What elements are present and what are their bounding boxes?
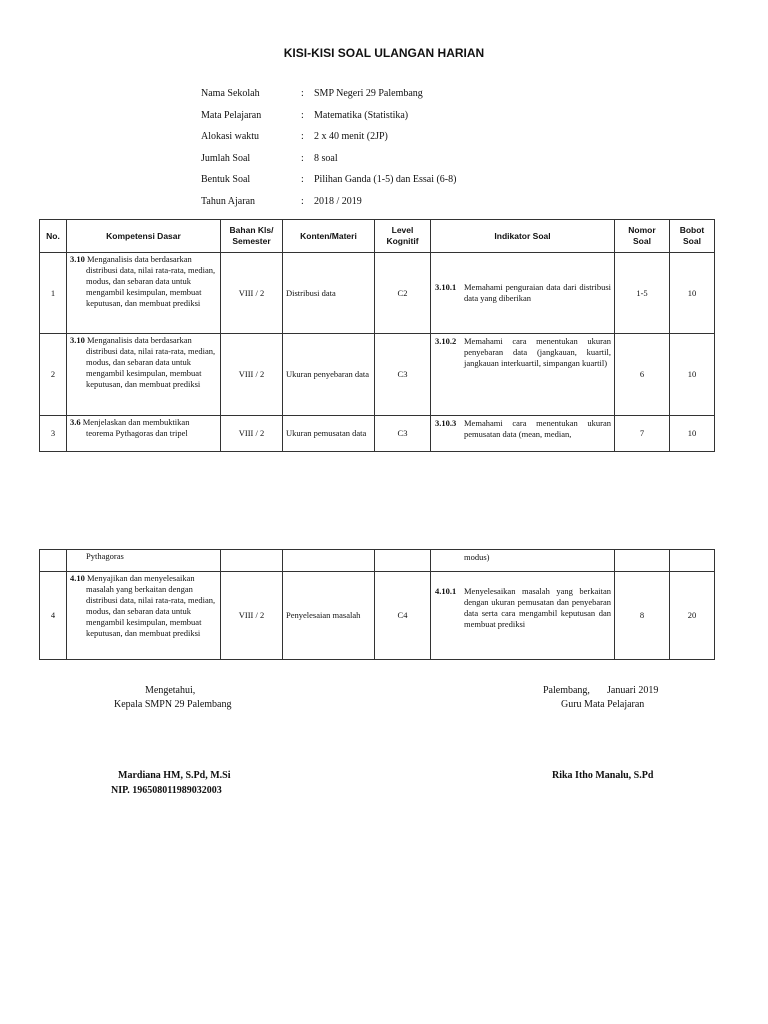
info-row-tahun-ajaran xyxy=(201,196,456,218)
footer-mengetahui: Mengetahui, xyxy=(145,685,196,696)
info-value: 8 soal xyxy=(314,152,338,164)
cell-no xyxy=(40,550,67,572)
footer-kepala-name: Mardiana HM, S.Pd, M.Si xyxy=(118,770,231,781)
info-value: Matematika (Statistika) xyxy=(314,109,409,121)
footer-kepala-sekolah: Kepala SMPN 29 Palembang xyxy=(114,699,232,710)
cell-materi: Distribusi data xyxy=(283,253,375,334)
info-colon: : xyxy=(301,152,304,164)
cell-indikator: modus) xyxy=(431,550,615,572)
info-label: Jumlah Soal xyxy=(201,152,251,164)
header-level-line2: Kognitif xyxy=(386,236,419,246)
cell-indikator xyxy=(431,416,615,452)
header-bobot xyxy=(670,220,715,253)
header-bahan-line1: Bahan Kls/ xyxy=(229,225,274,235)
cell-indikator xyxy=(431,572,615,660)
info-label: Alokasi waktu xyxy=(201,131,260,142)
indikator-text: Memahami cara menentukan ukuran penyebaran data (jangkauan, kuartil, jangkauan interkuartil, simpangan kuartil) xyxy=(464,336,611,368)
indikator-code: 4.10.1 xyxy=(435,586,457,596)
cell-kompetensi-dasar xyxy=(67,416,221,452)
header-level-line1: Level xyxy=(391,225,414,235)
kisi-table-continued xyxy=(39,549,715,660)
header-kompetensi-dasar: Kompetensi Dasar xyxy=(67,220,221,253)
cell-level: C3 xyxy=(375,416,431,452)
header-no: No. xyxy=(40,220,67,253)
footer-place: Palembang, xyxy=(543,685,590,696)
info-row-bentuk-soal xyxy=(201,174,456,196)
info-colon: : xyxy=(301,109,304,121)
info-label: Bentuk Soal xyxy=(201,174,251,185)
indikator-code: 3.10.1 xyxy=(435,282,457,292)
cell-materi xyxy=(283,550,375,572)
cell-nomor: 8 xyxy=(615,572,670,660)
cell-level: C4 xyxy=(375,572,431,660)
footer-guru-name: Rika Itho Manalu, S.Pd xyxy=(552,770,654,781)
indikator-text: Memahami cara menentukan ukuran pemusatan data (mean, median, xyxy=(464,418,611,439)
kd-text: Menjelaskan dan membuktikan teorema Pythagoras dan tripel xyxy=(82,417,190,438)
info-label: Nama Sekolah xyxy=(201,88,260,99)
indikator-text: Memahami penguraian data dari distribusi data yang diberikan xyxy=(464,282,611,303)
table-row xyxy=(40,334,715,416)
kd-text: Menganalisis data berdasarkan distribusi data, nilai rata-rata, median, modus, dan sebaran data untuk mengambil kesimpulan, membuat keputusan, dan membuat prediksi xyxy=(86,335,216,389)
cell-bahan: VIII / 2 xyxy=(221,253,283,334)
info-value: Pilihan Ganda (1-5) dan Essai (6-8) xyxy=(314,174,457,185)
cell-bobot: 10 xyxy=(670,334,715,416)
indikator-text: Menyelesaikan masalah yang berkaitan dengan ukuran pemusatan dan penyebaran data serta cara mengambil keputusan dan membuat prediksi xyxy=(464,586,611,629)
cell-kompetensi-dasar xyxy=(67,334,221,416)
cell-bobot: 10 xyxy=(670,253,715,334)
table-row xyxy=(40,253,715,334)
kd-code: 3.6 xyxy=(70,417,81,427)
cell-bobot: 10 xyxy=(670,416,715,452)
info-colon: : xyxy=(301,174,304,185)
info-value: 2018 / 2019 xyxy=(314,195,362,207)
cell-nomor: 6 xyxy=(615,334,670,416)
footer-kepala-nip: NIP. 196508011989032003 xyxy=(111,785,222,796)
kd-code: 4.10 xyxy=(70,573,85,583)
header-indikator: Indikator Soal xyxy=(431,220,615,253)
kisi-table xyxy=(39,219,715,452)
cell-bobot xyxy=(670,550,715,572)
info-row-jumlah-soal xyxy=(201,153,456,175)
kd-code: 3.10 xyxy=(70,254,85,264)
header-bahan-line2: Semester xyxy=(232,236,271,246)
info-row-mata-pelajaran xyxy=(201,110,456,132)
table-row xyxy=(40,416,715,452)
indikator-code: 3.10.2 xyxy=(435,336,457,346)
indikator-code: 3.10.3 xyxy=(435,418,457,428)
cell-materi: Ukuran pemusatan data xyxy=(283,416,375,452)
info-block xyxy=(201,88,456,217)
info-value: 2 x 40 menit (2JP) xyxy=(314,131,388,142)
cell-kompetensi-dasar xyxy=(67,253,221,334)
cell-no: 2 xyxy=(40,334,67,416)
table-row-continuation xyxy=(40,550,715,572)
cell-bobot: 20 xyxy=(670,572,715,660)
cell-materi: Penyelesaian masalah xyxy=(283,572,375,660)
cell-bahan: VIII / 2 xyxy=(221,334,283,416)
document-title: KISI-KISI SOAL ULANGAN HARIAN xyxy=(283,46,485,60)
header-level xyxy=(375,220,431,253)
info-colon: : xyxy=(301,131,304,142)
header-materi: Konten/Materi xyxy=(283,220,375,253)
cell-bahan: VIII / 2 xyxy=(221,416,283,452)
cell-nomor xyxy=(615,550,670,572)
header-nomor xyxy=(615,220,670,253)
footer-date: Januari 2019 xyxy=(607,685,659,696)
kd-code: 3.10 xyxy=(70,335,85,345)
cell-level xyxy=(375,550,431,572)
cell-level: C2 xyxy=(375,253,431,334)
cell-materi: Ukuran penyebaran data xyxy=(283,334,375,416)
cell-no: 3 xyxy=(40,416,67,452)
header-nomor-line2: Soal xyxy=(633,236,651,246)
table-header-row xyxy=(40,220,715,253)
cell-kompetensi-dasar: Pythagoras xyxy=(67,550,221,572)
footer-guru-title: Guru Mata Pelajaran xyxy=(561,699,645,710)
cell-level: C3 xyxy=(375,334,431,416)
kd-text: Menyajikan dan menyelesaikan masalah yang berkaitan dengan distribusi data, nilai rata-rata, median, modus, dan sebaran data untuk mengambil kesimpulan, membuat keputusan, dan membuat prediksi xyxy=(86,573,216,638)
info-label: Mata Pelajaran xyxy=(201,109,262,121)
cell-no: 4 xyxy=(40,572,67,660)
cell-no: 1 xyxy=(40,253,67,334)
table-row xyxy=(40,572,715,660)
info-label: Tahun Ajaran xyxy=(201,195,256,207)
kd-text: Menganalisis data berdasarkan distribusi data, nilai rata-rata, median, modus, dan sebaran data untuk mengambil kesimpulan, membuat keputusan, dan membuat prediksi xyxy=(86,254,216,308)
cell-nomor: 1-5 xyxy=(615,253,670,334)
cell-indikator xyxy=(431,334,615,416)
header-bahan xyxy=(221,220,283,253)
info-row-nama-sekolah xyxy=(201,88,456,110)
info-value: SMP Negeri 29 Palembang xyxy=(314,88,423,99)
cell-bahan xyxy=(221,550,283,572)
cell-kompetensi-dasar xyxy=(67,572,221,660)
info-colon: : xyxy=(301,195,304,207)
info-row-alokasi-waktu xyxy=(201,131,456,153)
header-nomor-line1: Nomor xyxy=(628,225,656,235)
header-bobot-line1: Bobot xyxy=(679,225,705,235)
cell-indikator xyxy=(431,253,615,334)
info-colon: : xyxy=(301,88,304,99)
cell-bahan: VIII / 2 xyxy=(221,572,283,660)
header-bobot-line2: Soal xyxy=(683,236,701,246)
cell-nomor: 7 xyxy=(615,416,670,452)
